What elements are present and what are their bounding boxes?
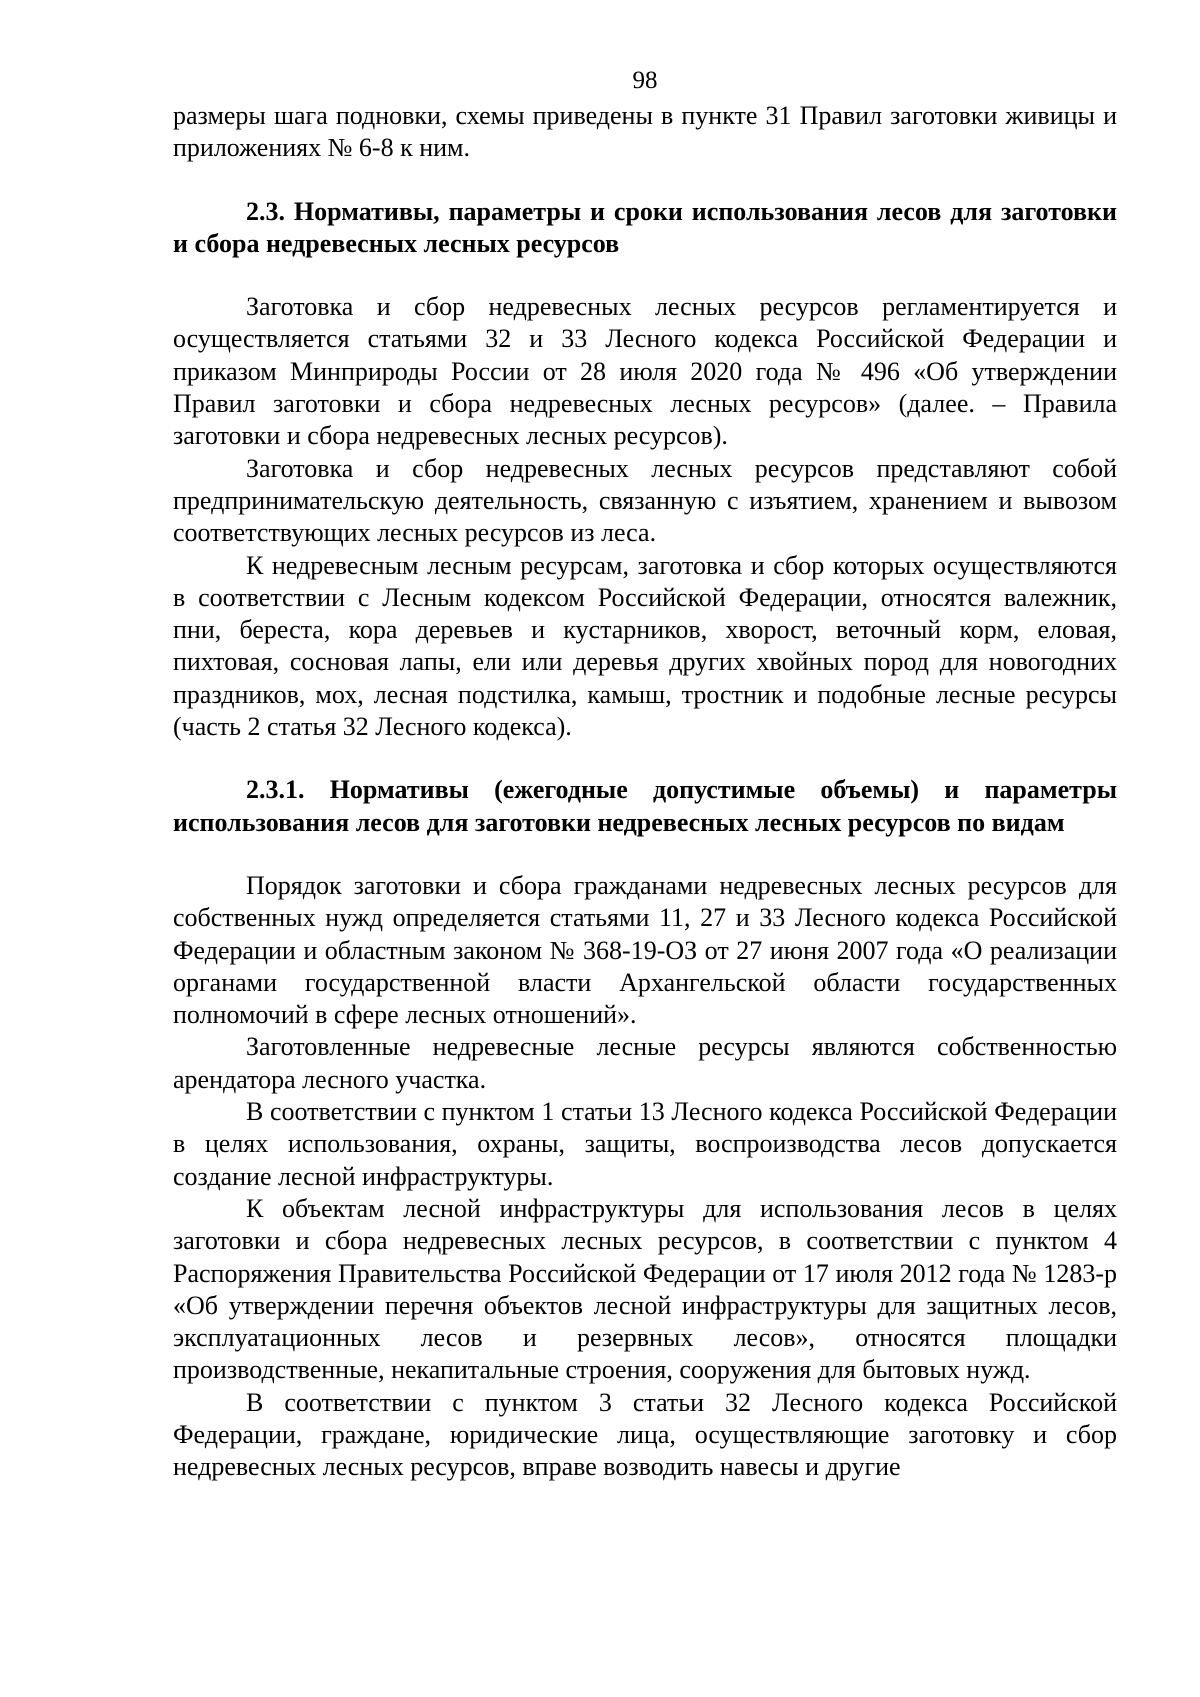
- paragraph: В соответствии с пунктом 1 статьи 13 Лесного кодекса Российской Федерации в целях использования, охраны, защиты, воспроизводства лесов допускается создание лесной инфраструктуры.: [173, 1097, 1117, 1191]
- document-page: [173, 66, 1117, 1666]
- paragraph: Заготовка и сбор недревесных лесных ресурсов представляют собой предпринимательскую деятельность, связанную с изъятием, хранением и вывозом соответствующих лесных ресурсов из леса.: [173, 453, 1117, 548]
- paragraph: К недревесным лесным ресурсам, заготовка и сбор которых осуществляются в соответствии с Лесным кодексом Российской Федерации, относятся валежник, пни, береста, кора деревьев и кустарников, хворост, веточный корм, еловая, пихтовая, сосновая лапы, ели или деревья других хвойных пород для новогодних праздников, мох, лесная подстилка, камыш, тростник и подобные лесные ресурсы (часть 2 статья 32 Лесного кодекса).: [173, 550, 1117, 742]
- section-2-3-1-heading: 2.3.1. Нормативы (ежегодные допустимые объемы) и параметры использования лесов для заготовки недревесных лесных ресурсов по видам: [173, 775, 1117, 837]
- paragraph-continued: В соответствии с пунктом 3 статьи 32 Лесного кодекса Российской Федерации, граждане, юридические лица, осуществляющие заготовку и сбор недревесных лесных ресурсов, вправе возводить навесы и другие: [173, 1387, 1117, 1482]
- spacer: [173, 260, 1117, 291]
- paragraph: Заготовка и сбор недревесных лесных ресурсов регламентируется и осуществляется статьями 32 и 33 Лесного кодекса Российской Федерации и приказом Минприроды России от 28 июля 2020 года № 496 «Об утверждении Правил заготовки и сбора недревесных лесных ресурсов» (далее. – Правила заготовки и сбора недревесных лесных ресурсов).: [173, 292, 1117, 451]
- spacer: [173, 839, 1117, 870]
- paragraph: К объектам лесной инфраструктуры для использования лесов в целях заготовки и сбора недревесных лесных ресурсов, в соответствии с пунктом 4 Распоряжения Правительства Российской Федерации от 17 июля 2012 года № 1283-р «Об утверждении перечня объектов лесной инфраструктуры для защитных лесов, эксплуатационных лесов и резервных лесов», относятся площадки производственные, некапитальные строения, сооружения для бытовых нужд.: [173, 1193, 1117, 1385]
- intro-paragraph: размеры шага подновки, схемы приведены в пункте 31 Правил заготовки живицы и приложениях № 6-8 к ним.: [173, 101, 1117, 163]
- section-2-3-heading: 2.3. Нормативы, параметры и сроки использования лесов для заготовки и сбора недревесных лесных ресурсов: [173, 196, 1117, 258]
- spacer: [173, 743, 1117, 774]
- page-number: 98: [632, 67, 658, 94]
- spacer: [173, 165, 1117, 196]
- paragraph: Порядок заготовки и сбора гражданами недревесных лесных ресурсов для собственных нужд определяется статьями 11, 27 и 33 Лесного кодекса Российской Федерации и областным законом № 368-19-ОЗ от 27 июня 2007 года «О реализации органами государственной власти Архангельской области государственных полномочий в сфере лесных отношений».: [173, 870, 1117, 1030]
- paragraph: Заготовленные недревесные лесные ресурсы являются собственностью арендатора лесного участка.: [173, 1032, 1117, 1094]
